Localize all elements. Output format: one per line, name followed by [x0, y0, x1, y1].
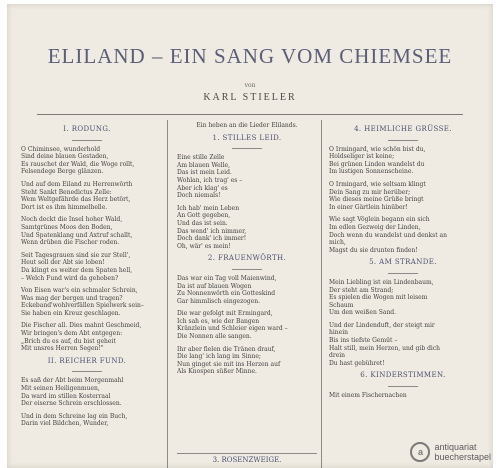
verse-line: Oh, wär' es mein! — [177, 242, 231, 250]
verse-line: Halt still, mein Herzen, und gib dich — [329, 344, 441, 352]
stanza — [329, 392, 477, 400]
verse-line: Dort ist es ihm himmelhelle. — [21, 203, 108, 211]
verse-line: Da klingt es weiter dem Spaten hell, — [21, 266, 133, 274]
text-column-1 — [21, 122, 153, 468]
stanza — [329, 216, 477, 254]
verse-line: Wem Weltgefährde das Herz betört, — [21, 196, 131, 204]
heading-rule — [232, 269, 262, 270]
heading-rule — [388, 140, 418, 141]
verse-line: Und der Lindenduft, der steigt mir — [329, 321, 435, 329]
verse-line: Es rauschet der Wald, die Woge rollt, — [21, 160, 135, 168]
section-heading: I. RODUNG. — [63, 125, 111, 133]
stanza — [177, 275, 317, 305]
verse-line: Mein Liebling ist ein Lindenbaum, — [329, 278, 434, 286]
stanza — [177, 154, 317, 200]
section-heading: II. REICHER FUND. — [47, 356, 127, 365]
verse-line: Wie dieses meine Grüße bringt — [329, 196, 424, 204]
verse-line: „Brich du es auf, du bist geheit — [21, 337, 116, 345]
heading-rule — [388, 386, 418, 387]
heading-rule — [388, 273, 418, 274]
verse-line: Wie sagt Vöglein begann ein sich — [329, 216, 430, 224]
watermark-line: antiquariat — [434, 442, 477, 452]
section-heading: 3. ROSENZWEIGE. — [177, 453, 317, 464]
stanza — [21, 322, 153, 352]
section-heading: 6. KINDERSTIMMEN. — [360, 371, 446, 380]
verse-line: Heut soll der Abt sie loben! — [21, 259, 105, 267]
section-heading: 4. HEIMLICHE GRÜSSE. — [354, 125, 452, 133]
verse-line: Eine stille Zelle — [177, 154, 225, 162]
intro-line: Ein heben an die Lieder Elilands. — [196, 122, 298, 129]
verse-line: Magst du sie drunten finden! — [329, 246, 418, 254]
verse-line: O Irmingard, wie seltsam klingt — [329, 180, 426, 188]
verse-line: Die lang' ich lang im Sinne; — [177, 353, 261, 361]
stanza — [329, 181, 477, 211]
verse-line: Wohlan, ich trag' es – — [177, 176, 243, 184]
verse-line: Darin viel Bildchen, Wunder, — [21, 420, 109, 428]
title-rule — [37, 114, 463, 115]
verse-line: Am blauen Welle, — [177, 161, 230, 169]
verse-line: Mit seinen Heiligenmuen, — [21, 385, 100, 393]
stanza — [21, 252, 153, 282]
heading-rule — [72, 140, 102, 141]
stanza — [177, 205, 317, 251]
verse-line: hinein — [329, 329, 348, 337]
verse-line: Felsendege Berge glänzen. — [21, 168, 104, 176]
verse-line: – Welch Fund wird da gehoben? — [21, 274, 119, 282]
verse-line: Sie haben ein Kreuz geschlagen. — [21, 309, 121, 317]
verse-line: Was mag der bergen und tragen? — [21, 294, 123, 302]
stanza — [21, 146, 153, 176]
verse-line: Gar himmlisch eingezogen. — [177, 297, 261, 305]
verse-line: Und Spatenklang und Axtruf schallt, — [21, 231, 133, 239]
verse-line: Im edlen Gezweig der Linden, — [329, 223, 421, 231]
verse-line: Steht Sankt Benedictus Zelle: — [21, 188, 112, 196]
stanza — [329, 322, 477, 368]
verse-line: Die war gefolgt mit Ermingard, — [177, 310, 273, 318]
verse-line: Der steht am Strand; — [329, 286, 394, 294]
verse-line: Noch deckt die Insel hoher Wald, — [21, 216, 123, 224]
verse-line: Du hast gebühret! — [329, 359, 385, 367]
watermark — [410, 442, 491, 462]
verse-line: Samtgrünes Moos den Boden, — [21, 223, 113, 231]
verse-line: Kränzlein und Schleier eigen ward – — [177, 325, 288, 333]
verse-line: Sind deine blauen Gestaden, — [21, 153, 109, 161]
verse-line: Von Eisen war's ein schmaler Schrein, — [21, 287, 138, 295]
stanza — [21, 287, 153, 317]
verse-line: Ihr aber fielen die Tränen drauf, — [177, 345, 276, 353]
verse-line: Als Knospen süßer Minne. — [177, 368, 257, 376]
verse-line: Mit unsres Herren Segen!" — [21, 345, 104, 353]
verse-line: Schaum — [329, 301, 354, 309]
antiquariat-logo-icon: a — [410, 442, 430, 462]
verse-line: Mit einem Fischernachen — [329, 392, 407, 400]
verse-line: Das wend' ich nimmer, — [177, 227, 247, 235]
verse-line: Und das ist sein. — [177, 219, 228, 227]
verse-line: mich, — [329, 239, 346, 247]
verse-line: Aber ich klag' es — [177, 184, 228, 192]
verse-line: Seit Tagesgrauen sind sie zur Stell', — [21, 251, 131, 259]
verse-line: Um den weißen Sand. — [329, 309, 397, 317]
author-name: KARL STIELER — [203, 92, 297, 103]
stanza — [329, 279, 477, 317]
verse-line: Die Fischer all. Dies mahnt Geschmeid, — [21, 322, 142, 330]
stanza — [21, 413, 153, 428]
section-heading: 1. STILLES LEID. — [212, 133, 282, 142]
text-column-3 — [329, 122, 477, 468]
verse-line: Eckeband'wohlverfällen Spielwerk sein– — [21, 302, 144, 310]
verse-line: Es saß der Abt beim Morgenmahl — [21, 377, 124, 385]
watermark-text — [434, 442, 491, 462]
verse-line: Doch dank' ich immer! — [177, 235, 247, 243]
text-column-2 — [177, 122, 317, 468]
verse-line: Da ist auf blauen Wogen — [177, 282, 252, 290]
verse-line: Ich hab' mein Leben — [177, 204, 240, 212]
heading-rule — [72, 371, 102, 372]
verse-line: O Chiminsee, wunderhold — [21, 145, 101, 153]
verse-line: Holdseliger ist keine; — [329, 153, 395, 161]
byline-von: von — [244, 82, 256, 89]
verse-line: drein — [329, 352, 346, 360]
column-divider — [321, 120, 322, 468]
stanza — [21, 216, 153, 246]
verse-line: Im lustigen Sonnenscheine. — [329, 168, 414, 176]
page-title: ELILAND – EIN SANG VOM CHIEMSEE — [47, 44, 453, 68]
verse-line: Die Nonnen alle sangen. — [177, 333, 252, 341]
section-heading: 5. AM STRANDE. — [369, 258, 437, 267]
verse-line: O Irmingard, wie schön bist du, — [329, 145, 426, 153]
verse-line: Und in dem Schreine lag ein Buch, — [21, 412, 128, 420]
verse-line: Das war ein Tag voll Maienwind, — [177, 274, 277, 282]
verse-line: Da ward im stillen Kosterraal — [21, 392, 111, 400]
stanza — [177, 346, 317, 376]
verse-line: Das ist mein Leid. — [177, 169, 232, 177]
verse-line: Ich sah es, wie der Bangen — [177, 317, 260, 325]
heading-rule — [232, 148, 262, 149]
verse-line: An Gott gegeben, — [177, 212, 231, 220]
stanza — [21, 377, 153, 407]
stanza — [329, 146, 477, 176]
verse-line: In einer Gärtlein hinüber! — [329, 203, 408, 211]
verse-line: Zu Nonnenwörth ein Gotteskind — [177, 290, 276, 298]
verse-line: Der eiserne Schrein erschlossen. — [21, 400, 122, 408]
stanza — [21, 181, 153, 211]
verse-line: Und auf dem Eiland zu Herrenwörth — [21, 180, 133, 188]
column-divider — [167, 120, 168, 468]
document-page — [7, 4, 493, 468]
stanza — [177, 310, 317, 340]
watermark-line: buecherstapel — [434, 452, 491, 462]
verse-line: Wir bringen's dem Abt entgegen: — [21, 330, 123, 338]
verse-line: Wenn drüben die Fischer roden. — [21, 239, 120, 247]
verse-line: Doch niemals! — [177, 192, 221, 200]
verse-line: Nun ginget sie mit ins Herzen auf — [177, 360, 281, 368]
verse-line: Doch wenn du wandelst und denkst an — [329, 231, 447, 239]
verse-line: Es spielen die Wogen mit leisem — [329, 294, 428, 302]
section-heading: 2. FRAUENWÖRTH. — [207, 254, 287, 263]
verse-line: Bei grünen Linden wandelst du — [329, 160, 425, 168]
verse-line: Bis ins tiefste Gemüt – — [329, 337, 398, 345]
verse-line: Dein Sang zu mir herüber; — [329, 188, 411, 196]
